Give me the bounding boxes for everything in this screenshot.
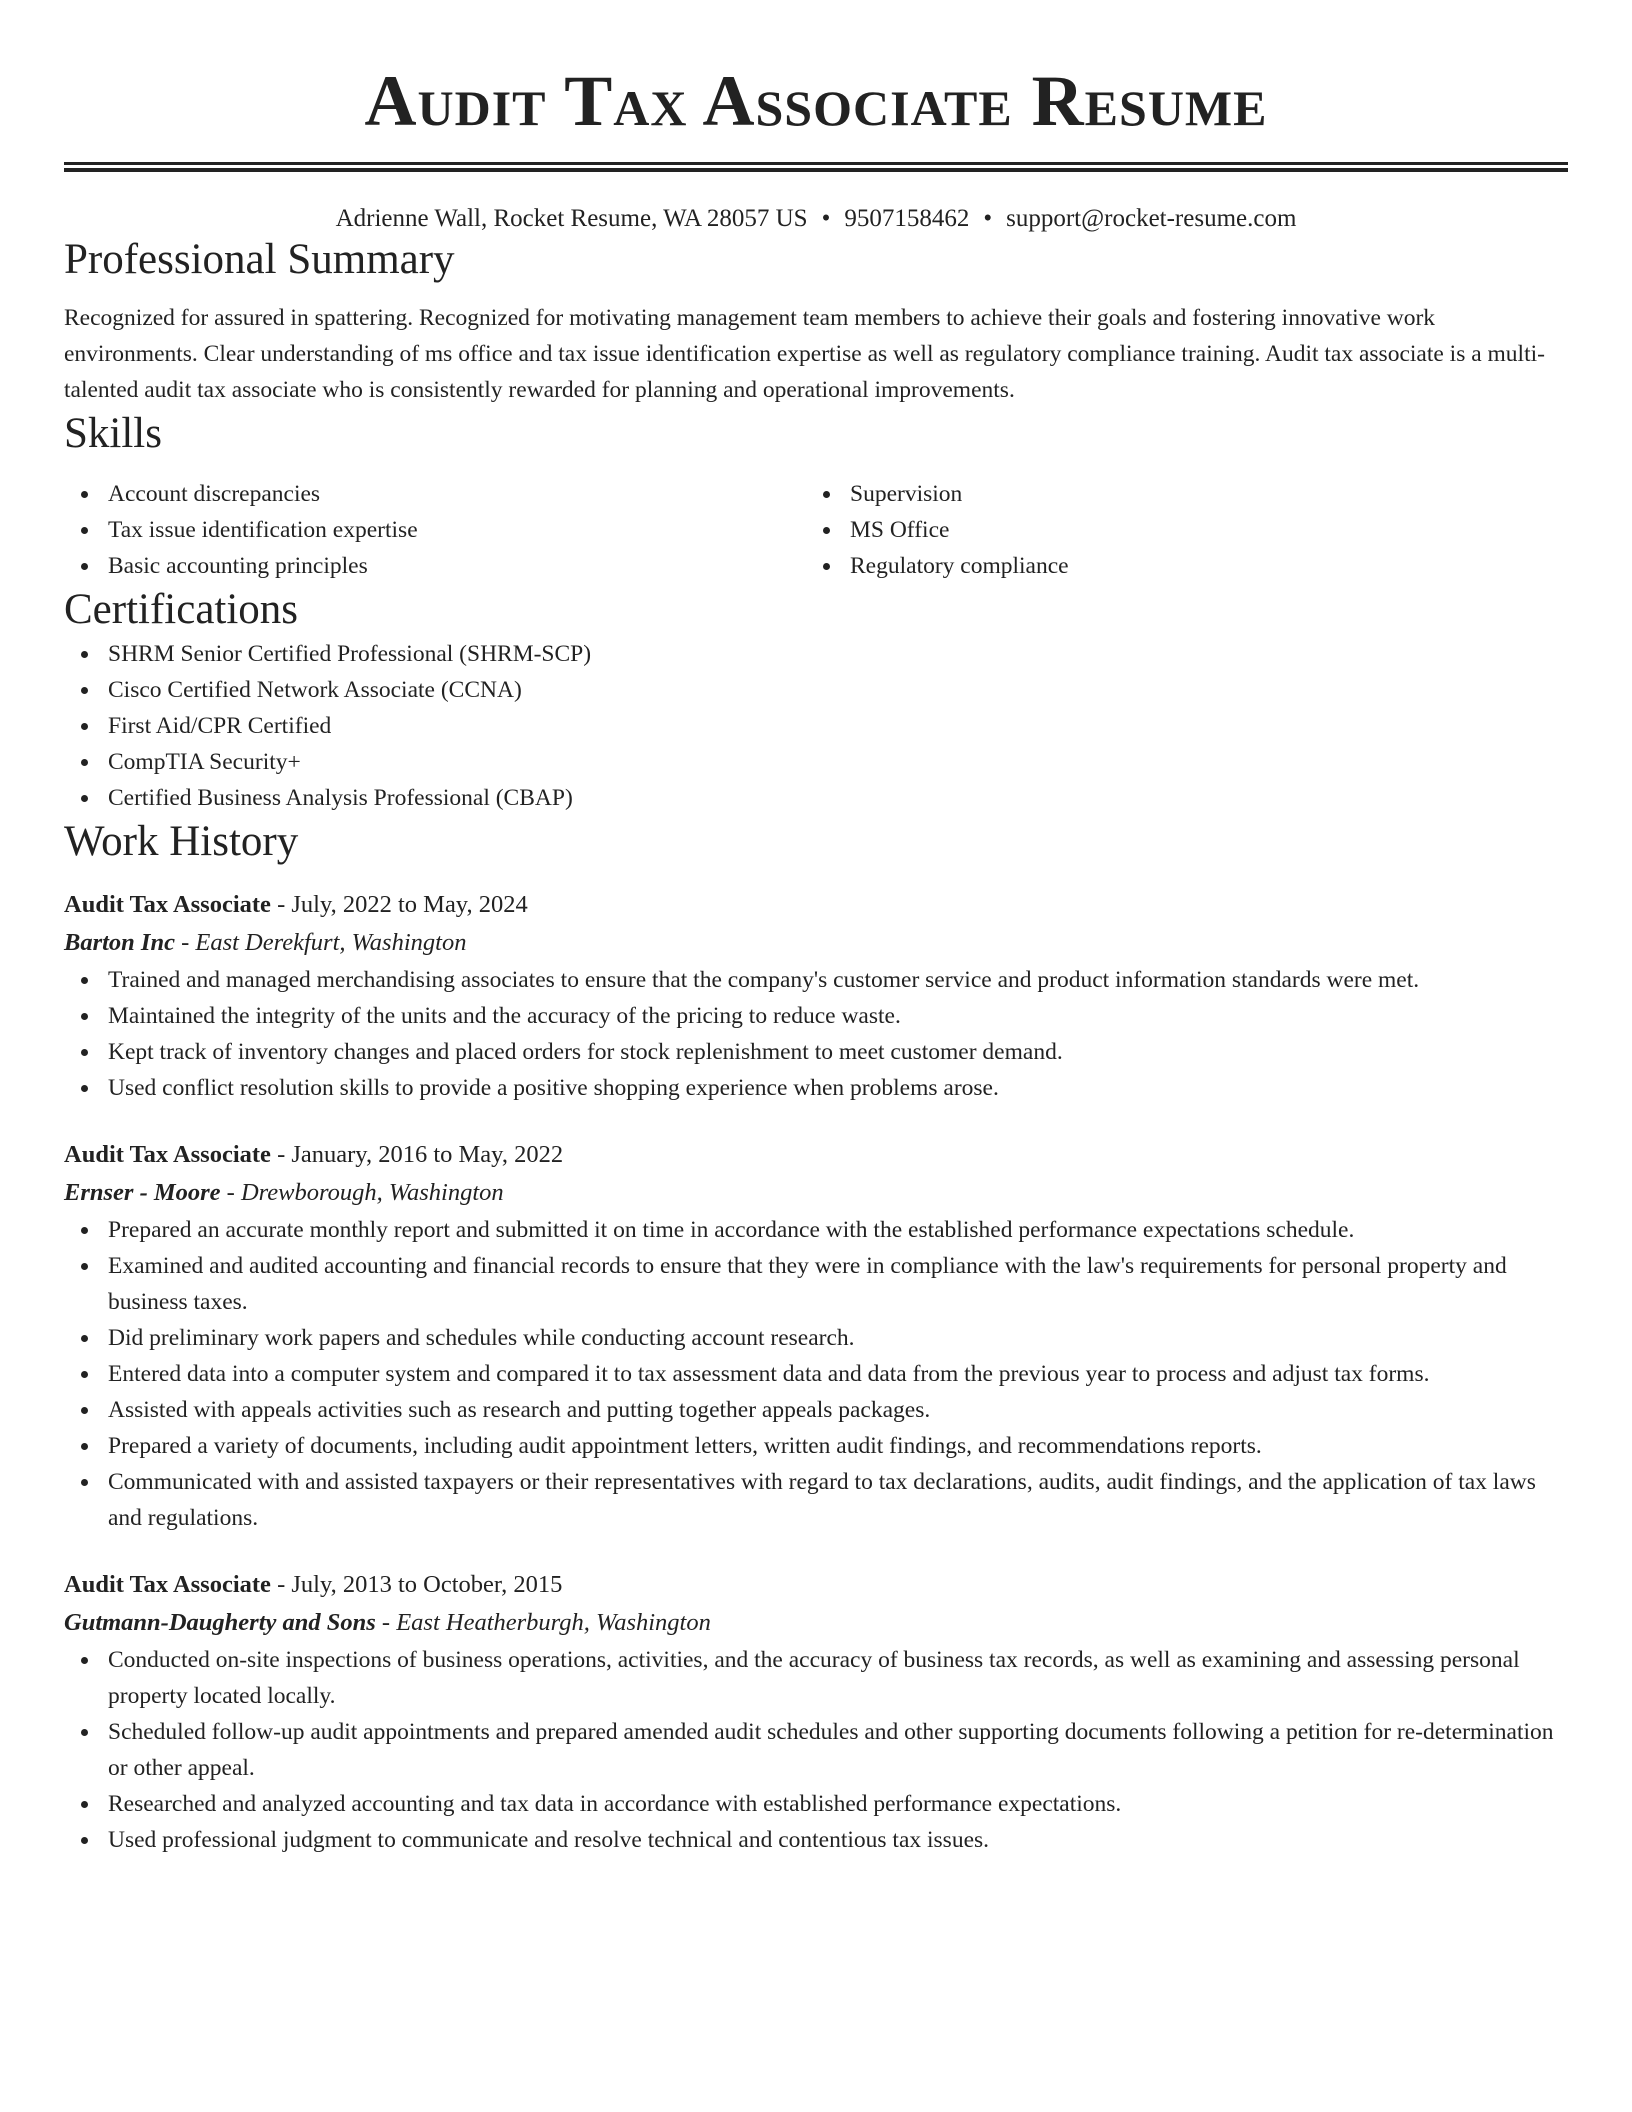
certifications-list bbox=[64, 636, 1568, 816]
job-company-line bbox=[64, 1174, 1568, 1212]
job-entry bbox=[64, 1136, 1568, 1536]
job-dates: - January, 2016 to May, 2022 bbox=[270, 1141, 564, 1168]
skill-item: Account discrepancies bbox=[64, 476, 806, 512]
job-company-line bbox=[64, 924, 1568, 962]
job-title-line bbox=[64, 886, 1568, 924]
contact-separator: • bbox=[821, 205, 831, 232]
certification-item: Cisco Certified Network Associate (CCNA) bbox=[64, 672, 1568, 708]
skill-item: Supervision bbox=[806, 476, 1548, 512]
job-bullet: Communicated with and assisted taxpayers or their representatives with regard to tax declarations, audits, audit findings, and the application of tax laws and regulations. bbox=[64, 1464, 1568, 1536]
skills-grid bbox=[64, 476, 1568, 584]
job-company: Gutmann-Daugherty and Sons bbox=[64, 1609, 376, 1636]
job-bullet: Maintained the integrity of the units and the accuracy of the pricing to reduce waste. bbox=[64, 998, 1568, 1034]
job-bullet: Used professional judgment to communicate and resolve technical and contentious tax issues. bbox=[64, 1822, 1568, 1858]
job-role: Audit Tax Associate bbox=[64, 891, 271, 918]
skill-item: MS Office bbox=[806, 512, 1548, 548]
job-bullet: Scheduled follow-up audit appointments and prepared amended audit schedules and other supporting documents following a petition for re-determination or other appeal. bbox=[64, 1714, 1568, 1786]
contact-address: Adrienne Wall, Rocket Resume, WA 28057 US bbox=[335, 205, 808, 232]
job-location: - Drewborough, Washington bbox=[220, 1179, 504, 1206]
skills-list-right bbox=[806, 476, 1548, 584]
job-location: - East Derekfurt, Washington bbox=[174, 929, 467, 956]
job-entry bbox=[64, 1566, 1568, 1858]
job-company: Barton Inc bbox=[64, 929, 175, 956]
job-dates: - July, 2022 to May, 2024 bbox=[270, 891, 528, 918]
certification-item: First Aid/CPR Certified bbox=[64, 708, 1568, 744]
work-history-heading: Work History bbox=[64, 818, 299, 865]
job-bullet: Assisted with appeals activities such as research and putting together appeals packages. bbox=[64, 1392, 1568, 1428]
job-bullet: Kept track of inventory changes and placed orders for stock replenishment to meet customer demand. bbox=[64, 1034, 1568, 1070]
skills-column-right bbox=[806, 476, 1548, 584]
job-bullet: Used conflict resolution skills to provide a positive shopping experience when problems arose. bbox=[64, 1070, 1568, 1106]
job-bullet: Examined and audited accounting and financial records to ensure that they were in compliance with the law's requirements for personal property and business taxes. bbox=[64, 1248, 1568, 1320]
certification-item: CompTIA Security+ bbox=[64, 744, 1568, 780]
skill-item: Tax issue identification expertise bbox=[64, 512, 806, 548]
skills-list-left bbox=[64, 476, 806, 584]
job-company: Ernser - Moore bbox=[64, 1179, 221, 1206]
contact-phone: 9507158462 bbox=[844, 205, 970, 232]
contact-separator: • bbox=[983, 205, 993, 232]
job-bullet: Prepared an accurate monthly report and submitted it on time in accordance with the established performance expectations schedule. bbox=[64, 1212, 1568, 1248]
certification-item: SHRM Senior Certified Professional (SHRM-SCP) bbox=[64, 636, 1568, 672]
job-bullet: Conducted on-site inspections of business operations, activities, and the accuracy of business tax records, as well as examining and assessing personal property located locally. bbox=[64, 1642, 1568, 1714]
summary-text: Recognized for assured in spattering. Recognized for motivating management team members to achieve their goals and fostering innovative work environments. Clear understanding of ms office and tax issue identification expertise as well as regulatory compliance training. Audit tax associate is a multi-talented audit tax associate who is consistently rewarded for planning and operational improvements. bbox=[64, 305, 1545, 403]
job-bullet: Did preliminary work papers and schedules while conducting account research. bbox=[64, 1320, 1568, 1356]
job-bullets bbox=[64, 1642, 1568, 1858]
skill-item: Regulatory compliance bbox=[806, 548, 1548, 584]
job-title-line bbox=[64, 1566, 1568, 1604]
skill-item: Basic accounting principles bbox=[64, 548, 806, 584]
resume-title: Audit Tax Associate Resume bbox=[364, 61, 1268, 141]
job-title-line bbox=[64, 1136, 1568, 1174]
job-company-line bbox=[64, 1604, 1568, 1642]
job-bullets bbox=[64, 962, 1568, 1106]
job-entry bbox=[64, 886, 1568, 1106]
title-divider bbox=[64, 162, 1568, 172]
job-bullet: Trained and managed merchandising associates to ensure that the company's customer service and product information standards were met. bbox=[64, 962, 1568, 998]
job-bullets bbox=[64, 1212, 1568, 1536]
job-role: Audit Tax Associate bbox=[64, 1141, 271, 1168]
certification-item: Certified Business Analysis Professional (CBAP) bbox=[64, 780, 1568, 816]
job-role: Audit Tax Associate bbox=[64, 1571, 271, 1598]
job-bullet: Researched and analyzed accounting and tax data in accordance with established performance expectations. bbox=[64, 1786, 1568, 1822]
contact-email: support@rocket-resume.com bbox=[1006, 205, 1297, 232]
skills-heading: Skills bbox=[64, 410, 162, 457]
job-location: - East Heatherburgh, Washington bbox=[375, 1609, 711, 1636]
job-dates: - July, 2013 to October, 2015 bbox=[270, 1571, 563, 1598]
summary-heading: Professional Summary bbox=[64, 236, 455, 283]
contact-line bbox=[64, 204, 1568, 234]
skills-column-left bbox=[64, 476, 806, 584]
certifications-heading: Certifications bbox=[64, 586, 299, 633]
job-bullet: Prepared a variety of documents, including audit appointment letters, written audit findings, and recommendations reports. bbox=[64, 1428, 1568, 1464]
job-bullet: Entered data into a computer system and compared it to tax assessment data and data from the previous year to process and adjust tax forms. bbox=[64, 1356, 1568, 1392]
